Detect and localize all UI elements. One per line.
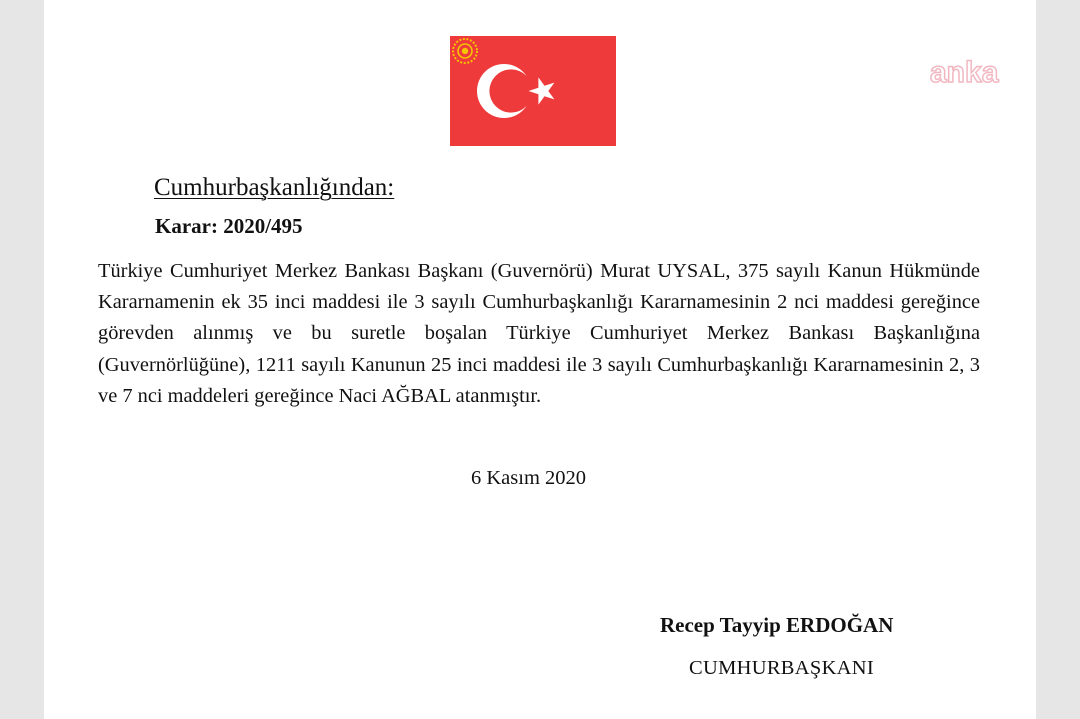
- signer-name: Recep Tayyip ERDOĞAN: [660, 613, 894, 637]
- document-page: [44, 0, 1036, 719]
- turkish-flag-image: [450, 36, 616, 146]
- document-date: 6 Kasım 2020: [471, 467, 587, 489]
- presidential-seal-icon: [450, 36, 480, 66]
- signer-title: CUMHURBAŞKANI: [689, 657, 875, 679]
- anka-watermark-logo: anka: [930, 56, 999, 89]
- document-heading: Cumhurbaşkanlığından:: [154, 174, 395, 201]
- decision-body-paragraph: Türkiye Cumhuriyet Merkez Bankası Başkanı (Guvernörü) Murat UYSAL, 375 sayılı Kanun Hükmünde Kararnamenin ek 35 inci maddesi ile 3 sayılı Cumhurbaşkanlığı Kararnamesinin 2 nci maddesi gereğince görevden alınmış ve bu suretle boşalan Türkiye Cumhuriyet Merkez Bankası Başkanlığına (Guvernörlüğüne), 1211 sayılı Kanunun 25 inci maddesi ile 3 sayılı Cumhurbaşkanlığı Kararnamesinin 2, 3 ve 7 nci maddeleri gereğince Naci AĞBAL atanmıştır.: [98, 260, 980, 407]
- decision-number: Karar: 2020/495: [155, 214, 303, 238]
